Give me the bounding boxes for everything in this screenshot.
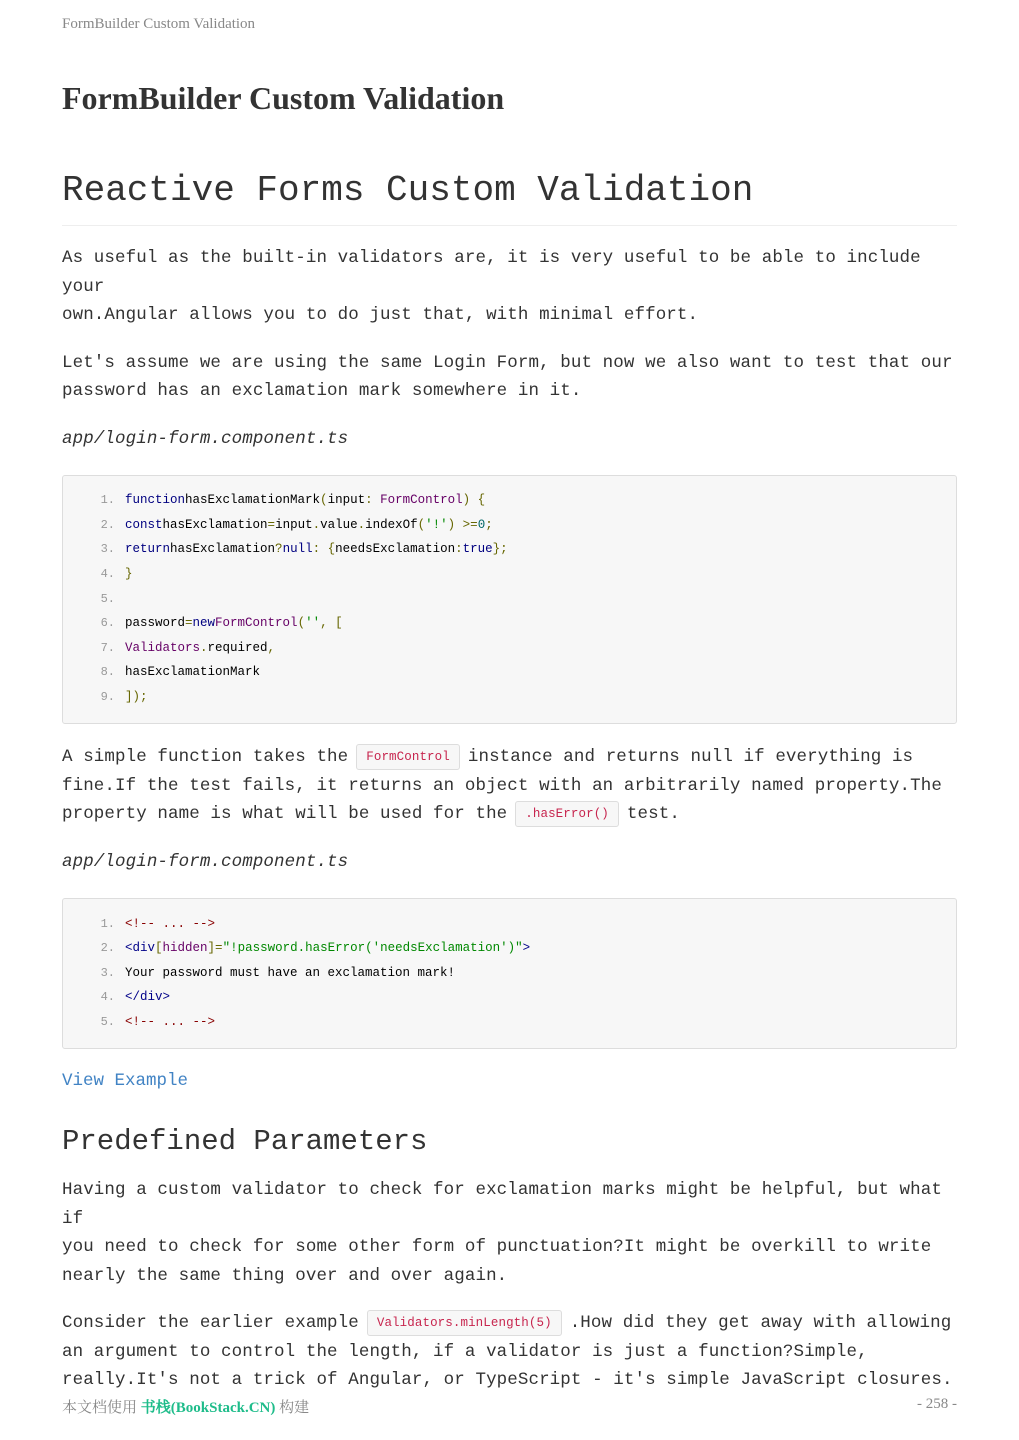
code-line: 2. <div [ hidden ]= "!password.hasError('needsExclamation')" >: [100, 941, 531, 956]
code-line: 4. }: [100, 567, 133, 582]
code-line: 6. password = new FormControl ( '' , [: [100, 616, 343, 631]
inline-code: Validators.minLength(5): [367, 1310, 562, 1336]
paragraph: A simple function takes the FormControl instance and returns null if everything is fine.If the test fails, it returns an object with an arbitrarily named property.The property name is what will be used for the .hasError() test.: [62, 743, 957, 829]
view-example-link[interactable]: View Example: [62, 1071, 189, 1092]
inline-code: .hasError(): [515, 801, 619, 827]
inline-code: FormControl: [356, 744, 460, 770]
section-heading: Predefined Parameters: [62, 1125, 428, 1159]
code-line: 5.: [100, 591, 115, 606]
code-line: 8. hasExclamationMark: [100, 665, 261, 680]
section-heading: Reactive Forms Custom Validation: [62, 170, 957, 226]
paragraph: Consider the earlier example Validators.minLength(5) .How did they get away with allowing an argument to control the length, if a validator is just a function?Simple, really.It's not a trick of Angular, or TypeScript - it's simple JavaScript closures.: [62, 1309, 957, 1395]
running-header: FormBuilder Custom Validation: [62, 16, 256, 32]
paragraph: Let's assume we are using the same Login Form, but now we also want to test that our password has an exclamation mark somewhere in it.: [62, 352, 953, 401]
code-line: 3. return hasExclamation ? null : { needsExclamation : true };: [100, 542, 508, 557]
code-line: 7. Validators . required ,: [100, 640, 276, 655]
paragraph: Having a custom validator to check for exclamation marks might be helpful, but what if you need to check for some other form of punctuation?It might be overkill to write nearly the same thing over and over again.: [62, 1180, 942, 1286]
code-line: 3. Your password must have an exclamation mark!: [100, 965, 456, 980]
footer-credit: 本文档使用 书栈(BookStack.CN) 构建: [62, 1400, 310, 1416]
code-line: 1. function hasExclamationMark ( input : FormControl ) {: [100, 493, 486, 508]
code-line: 5. <!-- ... -->: [100, 1015, 216, 1030]
code-filename: app/login-form.component.ts: [62, 428, 349, 449]
code-filename: app/login-form.component.ts: [62, 851, 349, 872]
code-block-html: [62, 898, 957, 1049]
code-block-ts: [62, 475, 957, 724]
code-line: 2. const hasExclamation = input . value . indexOf ( '!' ) >= 0 ;: [100, 517, 493, 532]
code-line: 4. </div>: [100, 990, 171, 1005]
page-number: - 258 -: [917, 1396, 957, 1412]
code-line: 9. ]);: [100, 690, 148, 705]
paragraph: As useful as the built-in validators are, it is very useful to be able to include your own.Angular allows you to do just that, with minimal effort.: [62, 248, 921, 325]
bookstack-link[interactable]: 书栈(BookStack.CN): [140, 1400, 276, 1416]
chapter-title: FormBuilder Custom Validation: [62, 80, 505, 116]
document-content: [62, 170, 957, 1395]
code-line: 1. <!-- ... -->: [100, 916, 216, 931]
